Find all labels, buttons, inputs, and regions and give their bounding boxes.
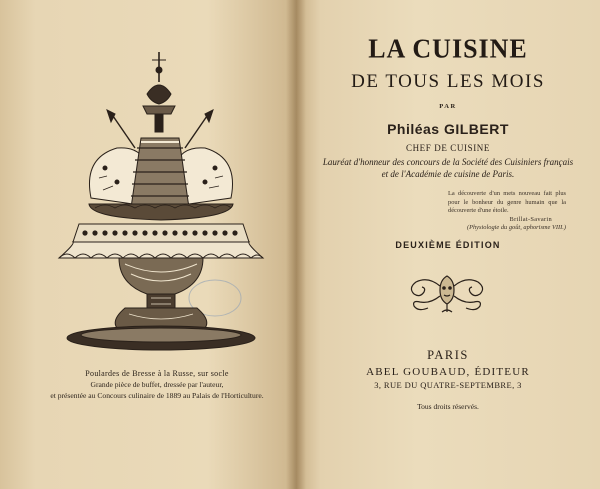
publication-city: PARIS bbox=[427, 348, 469, 362]
epigraph-text: La découverte d'un mets nouveau fait plus pour le bonheur du genre humain que la découverte d'une étoile. bbox=[448, 190, 566, 214]
centerpiece-engraving bbox=[55, 48, 267, 364]
book-subtitle: DE TOUS LES MOIS bbox=[351, 71, 545, 92]
epigraph bbox=[448, 190, 566, 233]
honors-line-2: et de l'Académie de cuisine de Paris. bbox=[381, 169, 515, 179]
rights-notice: Tous droits réservés. bbox=[417, 402, 479, 411]
book-title: LA CUISINE bbox=[368, 33, 528, 64]
epigraph-author: Brillat-Savarin bbox=[509, 215, 552, 223]
honors-line-1: Lauréat d'honneur des concours de la Société des Cuisiniers français bbox=[322, 157, 574, 167]
publisher-name: ABEL GOUBAUD, ÉDITEUR bbox=[366, 366, 530, 378]
caption-line-3: et présentée au Concours culinaire de 1889 au Palais de l'Horticulture. bbox=[50, 391, 264, 400]
author-role: CHEF DE CUISINE bbox=[405, 143, 490, 153]
epigraph-source: (Physiologie du goût, aphorisme VIII.) bbox=[466, 224, 566, 231]
edition-label: DEUXIÈME ÉDITION bbox=[395, 240, 501, 250]
caption-line-2: Grande pièce de buffet, dressée par l'auteur, bbox=[90, 380, 224, 389]
publisher-address: 3, RUE DU QUATRE-SEPTEMBRE, 3 bbox=[374, 380, 522, 390]
author-honors bbox=[296, 156, 600, 180]
caption-title: Poulardes de Bresse à la Russe, sur socle bbox=[85, 369, 229, 378]
author-name: Philéas GILBERT bbox=[387, 121, 509, 137]
engraving-caption bbox=[28, 368, 286, 401]
ornament-vignette-icon bbox=[402, 270, 492, 314]
by-label: PAR bbox=[439, 103, 457, 110]
